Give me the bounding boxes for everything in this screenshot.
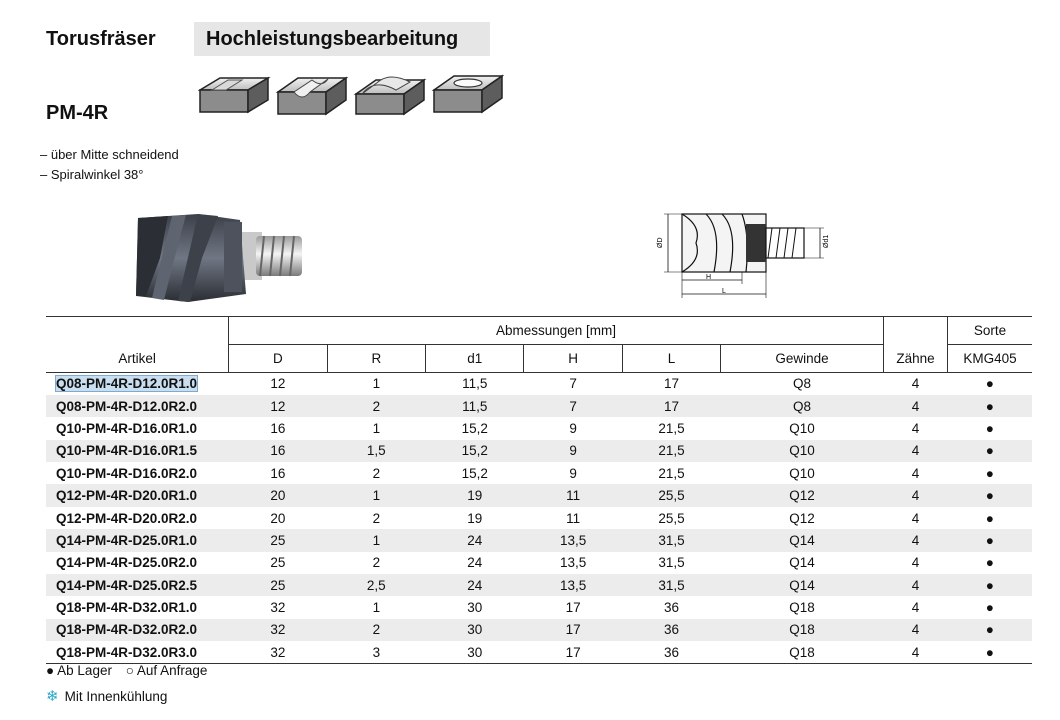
table-cell: 21,5 <box>658 420 685 436</box>
col-header-teeth: Zähne <box>883 345 947 373</box>
table-cell: Q18 <box>721 619 884 641</box>
table-cell: Q14 <box>721 574 884 596</box>
table-cell: 21,5 <box>622 440 720 462</box>
article-number[interactable]: Q18-PM-4R-D32.0R2.0 <box>56 622 198 638</box>
article-cell <box>46 417 229 439</box>
table-cell: 25 <box>270 555 286 571</box>
article-number[interactable]: Q10-PM-4R-D16.0R2.0 <box>56 465 198 481</box>
table-cell: 4 <box>883 440 947 462</box>
table-cell: 17 <box>524 641 622 663</box>
table-cell: ● <box>948 529 1032 551</box>
table-cell: 31,5 <box>622 574 720 596</box>
article-cell <box>46 395 229 417</box>
dim-d-label: ØD <box>657 237 664 248</box>
table-cell: 25 <box>229 529 327 551</box>
col-header-d1: d1 <box>426 345 524 373</box>
table-cell: 25,5 <box>658 510 685 526</box>
table-cell: Q14 <box>789 555 815 571</box>
article-number[interactable]: Q08-PM-4R-D12.0R2.0 <box>56 398 198 414</box>
article-cell <box>46 373 229 395</box>
table-row <box>46 417 1032 439</box>
article-number[interactable]: Q18-PM-4R-D32.0R3.0 <box>56 644 198 660</box>
table-cell: Q12 <box>789 510 815 526</box>
article-cell <box>46 507 229 529</box>
machining-shapes-icons <box>198 68 504 120</box>
table-cell: 16 <box>270 420 286 436</box>
table-cell: 15,2 <box>461 465 488 481</box>
col-header-kmg405: KMG405 <box>948 345 1032 373</box>
table-row <box>46 507 1032 529</box>
col-header-h: H <box>524 345 622 373</box>
table-cell: 31,5 <box>622 529 720 551</box>
pocket-shape-icon <box>434 76 502 112</box>
table-cell: 11 <box>566 510 581 526</box>
table-cell: 32 <box>229 619 327 641</box>
table-cell: 21,5 <box>658 465 685 481</box>
feature-item: – über Mitte schneidend <box>40 145 179 165</box>
article-number[interactable]: Q14-PM-4R-D25.0R2.5 <box>56 577 198 593</box>
table-cell: ● <box>985 465 994 481</box>
table-cell: 3 <box>327 641 425 663</box>
table-cell: 32 <box>229 641 327 663</box>
table-row <box>46 395 1032 417</box>
grade-group-header: Sorte <box>948 317 1032 345</box>
table-cell: 12 <box>229 395 327 417</box>
dimensions-group-header: Abmessungen [mm] <box>229 317 884 345</box>
table-row <box>46 529 1032 551</box>
legend-cooling: Mit Innenkühlung <box>64 689 168 704</box>
article-number[interactable]: Q14-PM-4R-D25.0R1.0 <box>56 532 198 548</box>
table-cell: 1,5 <box>327 440 425 462</box>
col-header-l: L <box>622 345 720 373</box>
table-cell: 2 <box>327 619 425 641</box>
table-row <box>46 484 1032 506</box>
article-cell <box>46 484 229 506</box>
table-cell: 36 <box>622 641 720 663</box>
model-title: PM-4R <box>46 102 109 124</box>
technical-drawing <box>656 206 836 304</box>
table-cell: 30 <box>426 641 524 663</box>
table-cell: 13,5 <box>524 529 622 551</box>
table-cell: 17 <box>622 395 720 417</box>
table-cell: 4 <box>883 641 947 663</box>
dim-l-label: L <box>722 288 726 295</box>
table-cell: 4 <box>911 555 920 571</box>
table-cell: 11,5 <box>426 395 524 417</box>
table-cell: ● <box>985 420 994 436</box>
category-title: Torusfräser <box>46 28 156 50</box>
table-cell: 2,5 <box>327 574 425 596</box>
table-cell: 24 <box>467 555 483 571</box>
table-cell: 32 <box>270 600 286 616</box>
table-cell: 13,5 <box>524 574 622 596</box>
table-cell: 2 <box>372 510 381 526</box>
table-cell: 4 <box>911 600 920 616</box>
article-number[interactable]: Q12-PM-4R-D20.0R1.0 <box>56 488 198 504</box>
table-row <box>46 462 1032 484</box>
table-cell: 12 <box>270 376 286 392</box>
dim-h-label: H <box>706 274 712 281</box>
table-cell: 2 <box>327 395 425 417</box>
table-cell: Q8 <box>793 376 812 392</box>
table-cell: 15,2 <box>426 440 524 462</box>
table-cell: 30 <box>467 600 483 616</box>
article-cell <box>46 574 229 596</box>
table-cell: 4 <box>883 619 947 641</box>
table-cell: 4 <box>883 574 947 596</box>
legend-on-request: ○ Auf Anfrage <box>125 663 208 678</box>
table-cell: 17 <box>524 619 622 641</box>
article-number[interactable]: Q18-PM-4R-D32.0R1.0 <box>56 600 198 616</box>
legend-stock: ● Ab Lager <box>46 663 112 678</box>
table-cell: 9 <box>569 420 577 436</box>
table-cell: 9 <box>569 465 577 481</box>
article-number[interactable]: Q10-PM-4R-D16.0R1.0 <box>56 420 198 436</box>
article-cell <box>46 552 229 574</box>
table-cell: 13,5 <box>559 555 587 571</box>
table-cell: ● <box>948 641 1032 663</box>
feature-item: – Spiralwinkel 38° <box>40 165 179 185</box>
table-cell: Q10 <box>789 465 815 481</box>
table-cell: 4 <box>911 376 920 392</box>
table-cell: 4 <box>883 529 947 551</box>
article-number[interactable]: Q14-PM-4R-D25.0R2.0 <box>56 555 198 571</box>
table-cell: ● <box>985 600 994 616</box>
cooling-legend <box>46 687 167 705</box>
table-cell: 1 <box>372 376 381 392</box>
table-cell: Q18 <box>721 641 884 663</box>
table-cell: 15,2 <box>461 420 488 436</box>
table-cell: ● <box>948 395 1032 417</box>
contour-shape-icon <box>356 77 424 114</box>
table-cell: 17 <box>663 376 679 392</box>
col-header-article: Artikel <box>46 345 229 373</box>
table-cell: Q18 <box>789 600 815 616</box>
badge-title: Hochleistungsbearbeitung <box>194 22 490 56</box>
article-cell <box>46 440 229 462</box>
article-number[interactable]: Q08-PM-4R-D12.0R1.0 <box>56 376 198 392</box>
table-cell: Q8 <box>721 395 884 417</box>
spec-table <box>46 316 1032 664</box>
table-cell: 36 <box>663 600 679 616</box>
table-row <box>46 552 1032 574</box>
table-cell: 4 <box>911 510 920 526</box>
article-number[interactable]: Q12-PM-4R-D20.0R2.0 <box>56 510 198 526</box>
article-cell <box>46 529 229 551</box>
snowflake-icon: ❄ <box>46 688 59 705</box>
table-cell: 1 <box>327 484 425 506</box>
table-cell: 31,5 <box>658 555 685 571</box>
col-header-r: R <box>327 345 425 373</box>
table-cell: 16 <box>270 465 286 481</box>
step-shape-icon <box>200 78 268 112</box>
table-cell: ● <box>985 555 994 571</box>
slot-shape-icon <box>278 78 346 114</box>
table-row <box>46 619 1032 641</box>
table-cell: ● <box>948 574 1032 596</box>
table-cell: Q14 <box>721 529 884 551</box>
table-cell: Q10 <box>789 420 815 436</box>
article-cell <box>46 462 229 484</box>
table-cell: 17 <box>565 600 581 616</box>
table-cell: ● <box>985 510 994 526</box>
table-cell: 7 <box>524 395 622 417</box>
availability-legend <box>46 663 207 678</box>
tool-photo <box>128 210 308 304</box>
table-cell: 20 <box>270 510 286 526</box>
col-header-d: D <box>229 345 327 373</box>
table-cell: 30 <box>426 619 524 641</box>
feature-list <box>40 145 179 185</box>
table-cell: ● <box>948 440 1032 462</box>
table-cell: 11 <box>524 484 622 506</box>
table-cell: Q12 <box>721 484 884 506</box>
table-cell: 1 <box>372 420 381 436</box>
table-cell: 19 <box>426 484 524 506</box>
table-cell: 4 <box>883 484 947 506</box>
table-cell: 9 <box>524 440 622 462</box>
table-row <box>46 574 1032 596</box>
article-cell <box>46 641 229 663</box>
table-row <box>46 596 1032 618</box>
table-cell: 36 <box>622 619 720 641</box>
table-cell: 4 <box>911 465 920 481</box>
dim-d1-label: Ød1 <box>823 234 830 248</box>
article-cell <box>46 596 229 618</box>
table-row <box>46 440 1032 462</box>
table-cell: 24 <box>426 574 524 596</box>
article-number[interactable]: Q10-PM-4R-D16.0R1.5 <box>56 443 198 459</box>
table-cell: Q10 <box>721 440 884 462</box>
table-cell: 11,5 <box>462 376 488 392</box>
table-cell: 1 <box>372 600 381 616</box>
article-cell <box>46 619 229 641</box>
table-cell: 24 <box>426 529 524 551</box>
table-cell: 20 <box>229 484 327 506</box>
table-cell: 2 <box>372 555 381 571</box>
table-cell: ● <box>948 619 1032 641</box>
table-row <box>46 641 1032 663</box>
table-cell: ● <box>948 484 1032 506</box>
table-cell: 25 <box>229 574 327 596</box>
table-cell: 4 <box>911 420 920 436</box>
table-cell: 2 <box>372 465 381 481</box>
table-cell: 1 <box>327 529 425 551</box>
spec-table-body <box>46 373 1032 664</box>
table-cell: ● <box>985 376 994 392</box>
table-cell: 16 <box>229 440 327 462</box>
col-header-thread: Gewinde <box>721 345 884 373</box>
table-row <box>46 373 1032 395</box>
table-cell: 4 <box>883 395 947 417</box>
table-cell: 19 <box>467 510 483 526</box>
table-cell: 7 <box>569 376 577 392</box>
table-cell: 25,5 <box>622 484 720 506</box>
